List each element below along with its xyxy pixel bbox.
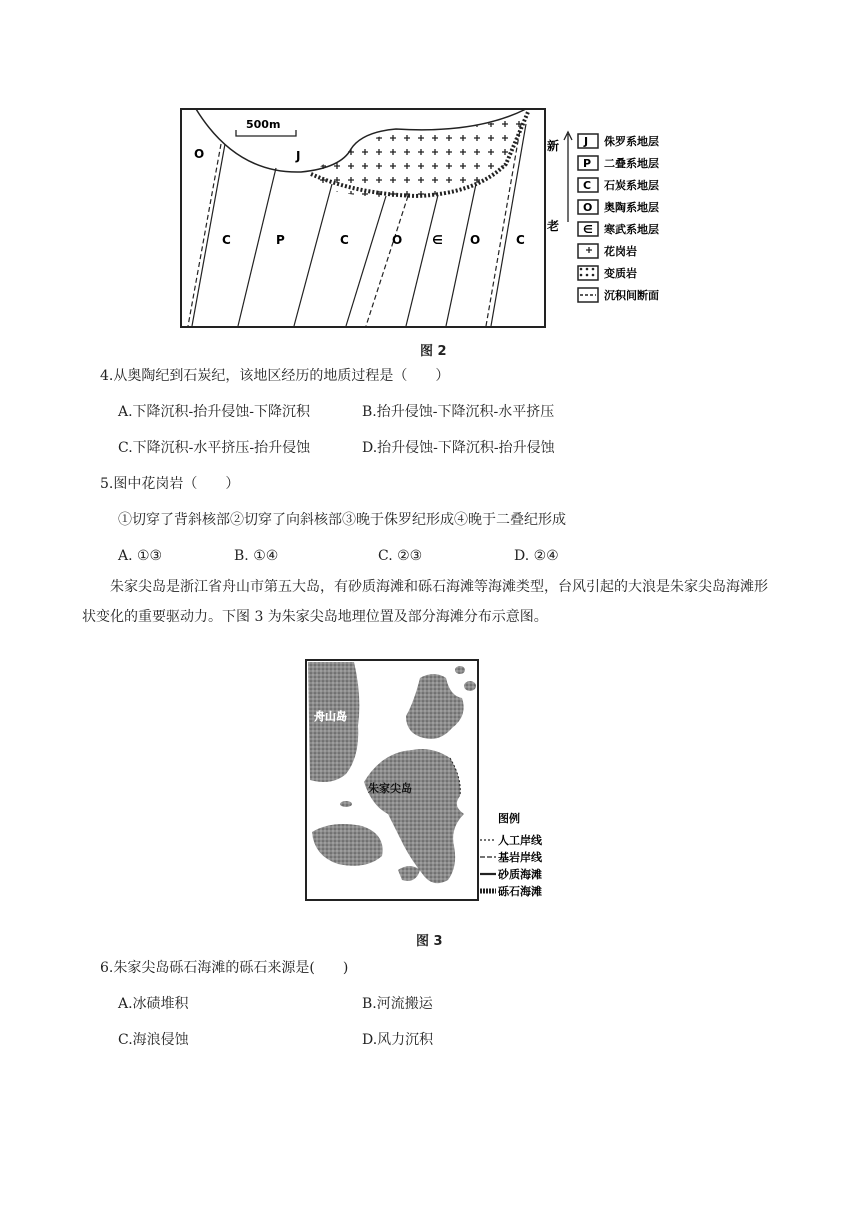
figure-3	[302, 656, 562, 906]
legend-item: 人工岸线	[498, 834, 542, 847]
scale-label: 500m	[246, 118, 281, 131]
legend-symbol: ∈	[583, 223, 593, 236]
legend-label: 奥陶系地层	[604, 201, 659, 214]
q6-stem: 6.朱家尖岛砾石海滩的砾石来源是( )	[100, 960, 349, 976]
q5-option-a[interactable]: A. ①③	[118, 548, 163, 564]
legend-label: 石炭系地层	[604, 179, 659, 192]
legend-label: 变质岩	[604, 267, 637, 280]
q4-option-a[interactable]: A.下降沉积-抬升侵蚀-下降沉积	[118, 404, 311, 420]
q6-option-a[interactable]: A.冰碛堆积	[118, 996, 189, 1012]
zhoushan-island-label: 舟山岛	[314, 710, 347, 723]
q4-option-c[interactable]: C.下降沉积-水平挤压-抬升侵蚀	[118, 440, 311, 456]
q4-option-d[interactable]: D.抬升侵蚀-下降沉积-抬升侵蚀	[362, 440, 555, 456]
q5-option-c[interactable]: C. ②③	[378, 548, 423, 564]
passage: 朱家尖岛是浙江省舟山市第五大岛，有砂质海滩和砾石海滩等海滩类型，台风引起的大浪是朱家尖岛海滩形状变化的重要驱动力。下图 3 为朱家尖岛地理位置及部分海滩分布示意图。	[82, 579, 768, 625]
q4-stem: 4.从奥陶纪到石炭纪，该地区经历的地质过程是（ ）	[100, 368, 450, 384]
map-label: O	[470, 233, 481, 247]
map-label: P	[276, 233, 285, 247]
figure-2	[176, 104, 716, 334]
figure-3-caption: 图 3	[416, 934, 443, 949]
q6-option-b[interactable]: B.河流搬运	[362, 996, 433, 1012]
q5-option-d[interactable]: D. ②④	[514, 548, 559, 564]
map-label: C	[516, 233, 525, 247]
figure-2-caption: 图 2	[420, 344, 447, 359]
map-label: O	[194, 147, 205, 161]
legend-item: 基岩岸线	[498, 851, 542, 864]
geologic-map	[176, 104, 716, 334]
legend-labels	[603, 134, 659, 302]
map-label: C	[340, 233, 349, 247]
island-map	[302, 656, 562, 906]
legend-title: 图例	[498, 812, 520, 825]
q5-option-b[interactable]: B. ①④	[234, 548, 279, 564]
legend-symbol: P	[583, 157, 592, 170]
legend-label: 侏罗系地层	[604, 135, 659, 148]
map-label: J	[296, 149, 301, 163]
legend-symbol: C	[583, 179, 592, 192]
q6-option-d[interactable]: D.风力沉积	[362, 1032, 434, 1048]
zhujiajian-island-label: 朱家尖岛	[368, 782, 412, 795]
q5-statements: ①切穿了背斜核部②切穿了向斜核部③晚于侏罗纪形成④晚于二叠纪形成	[118, 512, 566, 528]
legend-swatches	[578, 134, 598, 302]
legend-symbol: J	[584, 135, 589, 148]
legend-label: 沉积间断面	[604, 289, 659, 302]
map-label: O	[392, 233, 403, 247]
legend-symbol: O	[583, 201, 593, 214]
map-label: C	[222, 233, 231, 247]
legend-label: 寒武系地层	[604, 223, 659, 236]
legend-item: 砂质海滩	[498, 868, 542, 881]
map-label: ∈	[432, 233, 443, 247]
q4-option-b[interactable]: B.抬升侵蚀-下降沉积-水平挤压	[362, 404, 555, 420]
legend-label: 二叠系地层	[604, 157, 659, 170]
legend-label: 花岗岩	[604, 245, 637, 258]
q5-stem: 5.图中花岗岩（ ）	[100, 476, 240, 492]
age-old-label: 老	[547, 219, 560, 233]
legend-item: 砾石海滩	[498, 885, 542, 898]
q6-option-c[interactable]: C.海浪侵蚀	[118, 1032, 189, 1048]
age-new-label: 新	[547, 139, 560, 153]
